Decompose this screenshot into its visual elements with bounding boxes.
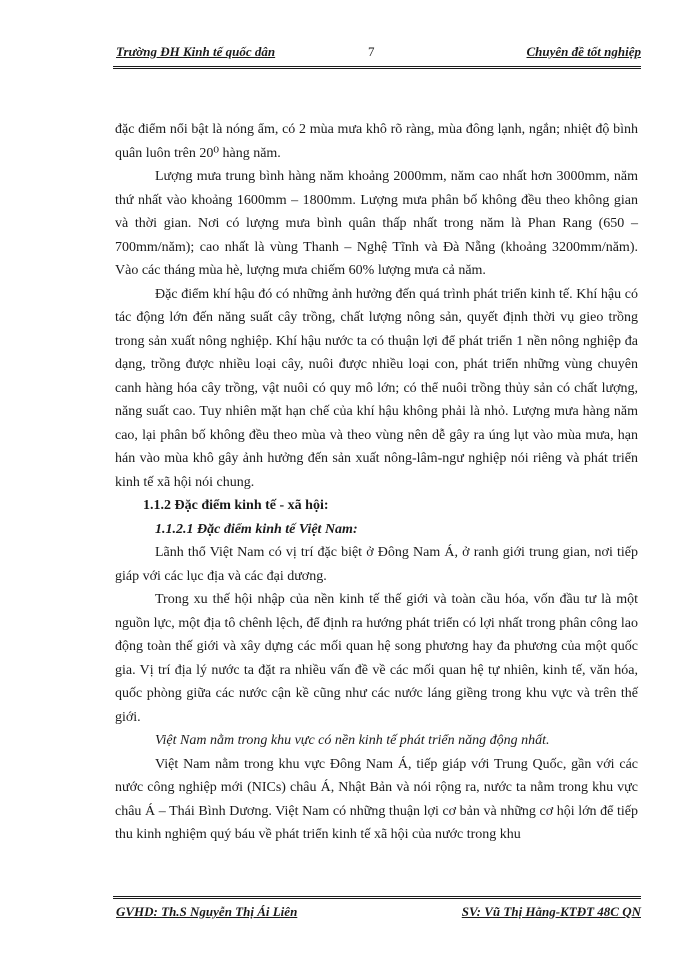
paragraph-rainfall: Lượng mưa trung bình hàng năm khoảng 2000mm, năm cao nhất hơn 3000mm, năm thứ nhất vào khoảng 1600mm – 1800mm. Lượng mưa phân bố không đều theo không gian và thời gian. Nơi có lượng mưa bình quân thấp nhất trong năm là Phan Rang (650 – 700mm/năm); cao nhất là vùng Thanh – Nghệ Tĩnh và Đà Nẵng (khoảng 3200mm/năm). Vào các tháng mùa hè, lượng mưa chiếm 60% lượng mưa cả năm. (115, 169, 638, 278)
page-footer (113, 896, 641, 923)
paragraph-territory: Lãnh thổ Việt Nam có vị trí đặc biệt ở Đông Nam Á, ở ranh giới trung gian, nơi tiếp giáp với các lục địa và các đại dương. (115, 545, 638, 584)
section-heading-1-1-2-1: 1.1.2.1 Đặc điểm kinh tế Việt Nam: (155, 521, 358, 537)
page-body (115, 118, 638, 847)
paragraph-climate-intro: đặc điểm nổi bật là nóng ẩm, có 2 mùa mưa khô rõ ràng, mùa đông lạnh, ngắn; nhiệt độ bình quân luôn trên 20⁰ hàng năm. (115, 122, 638, 161)
page-header (113, 44, 641, 69)
section-heading-1-1-2: 1.1.2 Đặc điểm kinh tế - xã hội: (143, 498, 329, 513)
paragraph-integration: Trong xu thế hội nhập của nền kinh tế thế giới và toàn cầu hóa, vốn đầu tư là một nguồn lực, một địa tô chênh lệch, để định ra hướng phát triển có lợi nhất trong phân công lao động toàn thế giới và xây dựng các mối quan hệ song phương hay đa phương của một quốc gia. Vị trí địa lý nước ta đặt ra nhiều vấn đề về các mối quan hệ tự nhiên, kinh tế, văn hóa, quốc phòng giữa các nước cận kề cũng như các nước láng giềng trong khu vực và trên thế giới. (115, 592, 638, 725)
italic-subheading: Việt Nam nằm trong khu vực có nền kinh tế phát triển năng động nhất. (155, 733, 550, 748)
footer-advisor: GVHD: Th.S Nguyễn Thị Ái Liên (116, 904, 298, 919)
header-school: Trường ĐH Kinh tế quốc dân (116, 44, 276, 59)
footer-student: SV: Vũ Thị Hằng-KTĐT 48C QN (461, 904, 641, 919)
header-page-number: 7 (368, 44, 375, 59)
paragraph-southeast-asia: Việt Nam nằm trong khu vực Đông Nam Á, tiếp giáp với Trung Quốc, gần với các nước công nghiệp mới (NICs) châu Á, Nhật Bản và nói rộng ra, nước ta nằm trong khu vực châu Á – Thái Bình Dương. Việt Nam có những thuận lợi cơ bản và những cơ hội lớn để tiếp thu kinh nghiệm quý báu về phát triển kinh tế xã hội của nước trong khu (115, 756, 638, 842)
header-doc-type: Chuyên đề tốt nghiệp (526, 44, 641, 59)
paragraph-climate-impact: Đặc điểm khí hậu đó có những ảnh hưởng đến quá trình phát triển kinh tế. Khí hậu có tác động lớn đến năng suất cây trồng, chất lượng nông sản, quyết định thời vụ gieo trồng trong sản xuất nông nghiệp. Khí hậu nước ta có thuận lợi để phát triển 1 nền nông nghiệp đa dạng, trồng được nhiều loại cây, nuôi được nhiều loại con, phát triển những vùng chuyên canh hàng hóa cây trồng, vật nuôi có quy mô lớn; có thể nuôi trồng thủy sản có chất lượng, năng suất cao. Tuy nhiên mặt hạn chế của khí hậu không phải là nhỏ. Lượng mưa hàng năm cao, lại phân bố không đều theo mùa và theo vùng nên dễ gây ra úng lụt vào mùa mưa, hạn hán vào mùa khô gây ảnh hưởng đến sản xuất nông-lâm-ngư nghiệp nói riêng và phát triển kinh tế xã hội nói chung. (115, 286, 638, 490)
